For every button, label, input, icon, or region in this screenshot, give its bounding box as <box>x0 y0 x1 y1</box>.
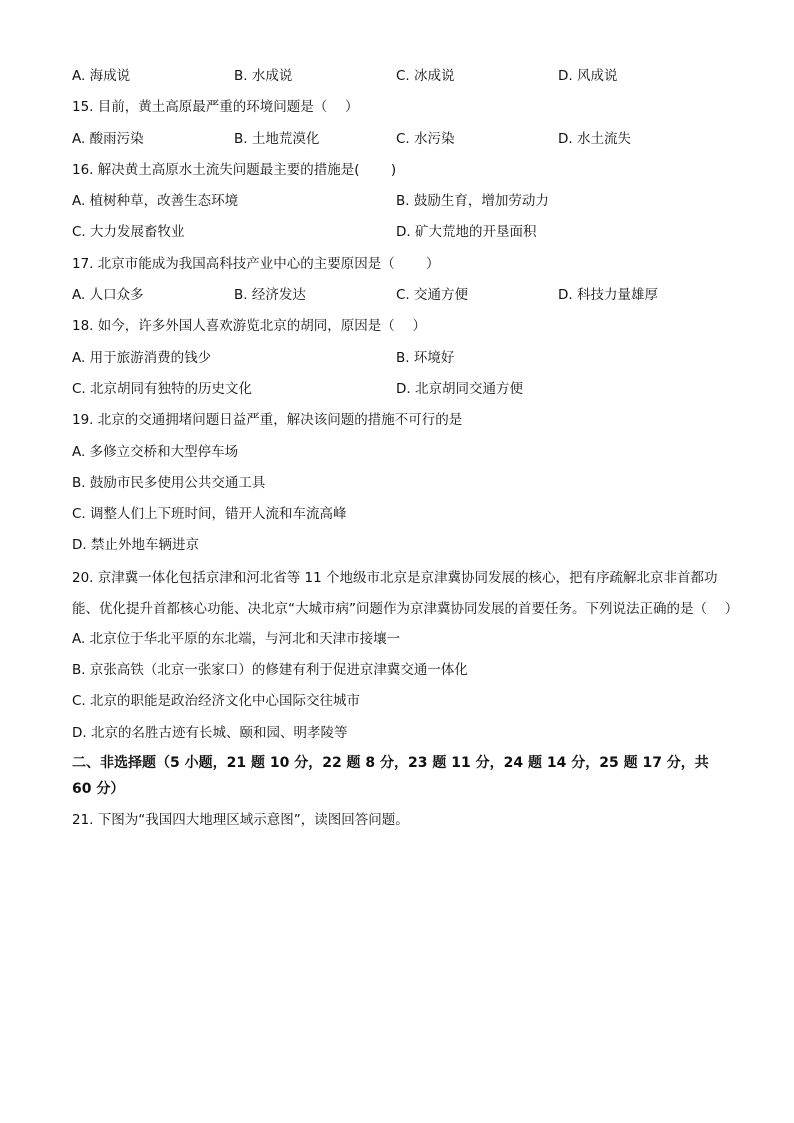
q18-stem: 18. 如今，许多外国人喜欢游览北京的胡同，原因是（ ） <box>72 318 427 335</box>
q17-option-c: C. 交通方便 <box>396 287 469 304</box>
q18-options-row1 <box>72 344 732 375</box>
q18-option-c: C. 北京胡同有独特的历史文化 <box>72 380 253 397</box>
q20-option-b: B. 京张高铁（北京一张家口）的修建有利于促进京津冀交通一体化 <box>72 662 468 679</box>
q21-stem: 21. 下图为“我国四大地理区域示意图”，读图回答问题。 <box>72 811 409 828</box>
q15-option-b: B. 土地荒漠化 <box>234 130 320 147</box>
exam-page <box>72 62 739 837</box>
q15-stem: 15. 目前，黄土高原最严重的环境问题是（ ） <box>72 99 359 116</box>
q20-stem: 20. 京津冀一体化包括京津和河北省等 11 个地级市北京是京津冀协同发展的核心，把有序疏解北京非首都功能、优化提升首都核心功能、决北京“大城市病”问题作为京津冀协同发展的首要任务。下列说法正确的是（ ） <box>72 569 739 617</box>
q15-option-a: A. 酸雨污染 <box>72 130 144 147</box>
q18-option-b: B. 环境好 <box>396 349 455 366</box>
q18-option-d: D. 北京胡同交通方便 <box>396 380 523 397</box>
q16-option-b: B. 鼓励生育，增加劳动力 <box>396 193 549 210</box>
q17-option-a: A. 人口众多 <box>72 287 144 304</box>
q18-options-row2 <box>72 375 732 406</box>
q14-option-b: B. 水成说 <box>234 68 293 84</box>
q17-stem: 17. 北京市能成为我国高科技产业中心的主要原因是（ ） <box>72 255 440 272</box>
q17-options <box>72 281 732 312</box>
q17-option-d: D. 科技力量雄厚 <box>558 287 658 304</box>
q18-option-a: A. 用于旅游消费的钱少 <box>72 349 212 366</box>
q14-option-a: A. 海成说 <box>72 68 131 84</box>
q20-option-d: D. 北京的名胜古迹有长城、颐和园、明孝陵等 <box>72 724 348 741</box>
q15-option-d: D. 水土流失 <box>558 130 631 147</box>
section-heading-nonchoice: 二、非选择题（5 小题，21 题 10 分，22 题 8 分，23 题 11 分，24 题 14 分，25 题 17 分，共 60 分） <box>72 754 709 797</box>
q16-options-row2 <box>72 218 732 249</box>
q16-option-d: D. 矿大荒地的开垦面积 <box>396 224 537 241</box>
q14-option-c: C. 冰成说 <box>396 68 455 84</box>
q19-stem: 19. 北京的交通拥堵问题日益严重，解决该问题的措施不可行的是 <box>72 412 463 429</box>
q20-option-a: A. 北京位于华北平原的东北端，与河北和天津市接壤一 <box>72 630 401 647</box>
q19-option-d: D. 禁止外地车辆进京 <box>72 537 199 554</box>
q14-options <box>72 62 732 93</box>
q19-option-c: C. 调整人们上下班时间，错开人流和车流高峰 <box>72 506 347 523</box>
q19-option-b: B. 鼓励市民多使用公共交通工具 <box>72 474 266 491</box>
q20-option-c: C. 北京的职能是政治经济文化中心国际交往城市 <box>72 693 361 710</box>
q14-option-d: D. 风成说 <box>558 68 618 84</box>
q19-option-a: A. 多修立交桥和大型停车场 <box>72 443 239 460</box>
q15-option-c: C. 水污染 <box>396 130 455 147</box>
q16-stem: 16. 解决黄土高原水土流失问题最主要的措施是( ) <box>72 161 397 178</box>
q16-option-c: C. 大力发展畜牧业 <box>72 224 185 241</box>
q16-options-row1 <box>72 187 732 218</box>
q17-option-b: B. 经济发达 <box>234 287 306 304</box>
q15-options <box>72 125 732 156</box>
q16-option-a: A. 植树种草，改善生态环境 <box>72 193 239 210</box>
